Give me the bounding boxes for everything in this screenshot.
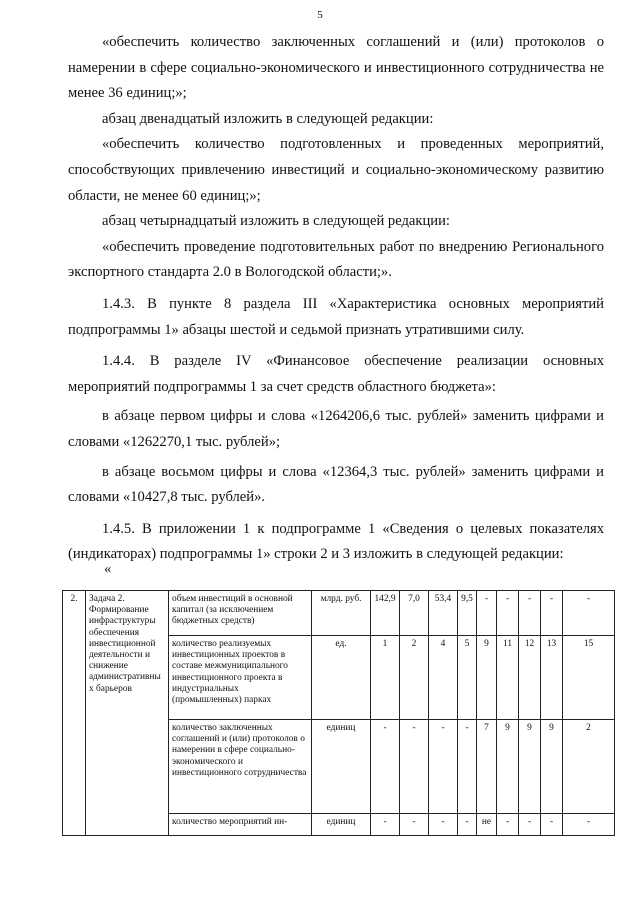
paragraph: «обеспечить проведение подготовительных работ по внедрению Регионального экспортного стандарта 2.0 в Вологодской области;». bbox=[68, 238, 604, 281]
paragraph: «обеспечить количество подготовленных и проведенных мероприятий, способствующих привлечению инвестиций и социально-экономическому развитию области, не менее 60 единиц;»; bbox=[68, 136, 604, 204]
value-cell: - bbox=[400, 720, 429, 814]
value-cell: - bbox=[400, 814, 429, 836]
paragraph: абзац двенадцатый изложить в следующей редакции: bbox=[102, 110, 434, 127]
value-cell: 7 bbox=[477, 720, 497, 814]
value-cell: - bbox=[371, 720, 400, 814]
value-cell: 9,5 bbox=[458, 591, 477, 636]
paragraph: абзац четырнадцатый изложить в следующей редакции: bbox=[102, 213, 450, 230]
unit-cell: ед. bbox=[312, 636, 371, 720]
value-cell: 11 bbox=[497, 636, 519, 720]
value-cell: - bbox=[563, 814, 615, 836]
paragraph: «обеспечить количество заключенных соглашений и (или) протоколов о намерении в сфере социально-экономического и инвестиционного сотрудничества не менее 36 единиц;»; bbox=[68, 34, 604, 102]
document-body bbox=[68, 30, 604, 568]
indicators-table bbox=[62, 590, 615, 836]
value-cell: - bbox=[563, 591, 615, 636]
value-cell: 1 bbox=[371, 636, 400, 720]
value-cell: 9 bbox=[519, 720, 541, 814]
paragraph: в абзаце первом цифры и слова «1264206,6 тыс. рублей» заменить цифрами и словами «1262270,1 тыс. рублей»; bbox=[68, 408, 604, 450]
page-number: 5 bbox=[317, 9, 323, 21]
value-cell: - bbox=[497, 591, 519, 636]
value-cell: 7,0 bbox=[400, 591, 429, 636]
paragraph: 1.4.5. В приложении 1 к подпрограмме 1 «Сведения о целевых показателях (индикаторах) подпрограммы 1» строки 2 и 3 изложить в следующей редакции: bbox=[68, 520, 604, 563]
indicator-cell: количество мероприятий ин- bbox=[169, 814, 312, 836]
unit-cell: единиц bbox=[312, 814, 371, 836]
value-cell: 142,9 bbox=[371, 591, 400, 636]
row-number: 2. bbox=[63, 591, 86, 836]
value-cell: 12 bbox=[519, 636, 541, 720]
value-cell: 2 bbox=[400, 636, 429, 720]
value-cell: 9 bbox=[477, 636, 497, 720]
value-cell: - bbox=[371, 814, 400, 836]
value-cell: - bbox=[541, 814, 563, 836]
value-cell: 13 bbox=[541, 636, 563, 720]
value-cell: - bbox=[477, 591, 497, 636]
unit-cell: млрд. руб. bbox=[312, 591, 371, 636]
value-cell: не bbox=[477, 814, 497, 836]
value-cell: 4 bbox=[429, 636, 458, 720]
paragraph: 1.4.4. В разделе IV «Финансовое обеспечение реализации основных мероприятий подпрограммы 1 за счет средств областного бюджета»: bbox=[68, 353, 604, 395]
indicator-cell: количество заключенных соглашений и (или) протоколов о намерении в сфере социально-экономического и инвестиционного сотрудничества bbox=[169, 720, 312, 814]
paragraph: 1.4.3. В пункте 8 раздела III «Характеристика основных мероприятий подпрограммы 1» абзацы шестой и седьмой признать утратившими силу. bbox=[68, 295, 604, 338]
value-cell: 9 bbox=[497, 720, 519, 814]
unit-cell: единиц bbox=[312, 720, 371, 814]
indicator-cell: количество реализуемых инвестиционных проектов в составе межмуниципального инвестиционного проекта в индустриальных (промышленных) парках bbox=[169, 636, 312, 720]
value-cell: - bbox=[519, 591, 541, 636]
opening-quote: « bbox=[104, 561, 112, 577]
table-row bbox=[63, 591, 615, 636]
value-cell: - bbox=[458, 814, 477, 836]
value-cell: - bbox=[519, 814, 541, 836]
value-cell: 5 bbox=[458, 636, 477, 720]
task-cell: Задача 2. Формирование инфраструктуры обеспечения инвестиционной деятельности и снижение административных барьеров bbox=[86, 591, 169, 836]
indicator-cell: объем инвестиций в основной капитал (за исключением бюджетных средств) bbox=[169, 591, 312, 636]
value-cell: 15 bbox=[563, 636, 615, 720]
value-cell: 9 bbox=[541, 720, 563, 814]
value-cell: - bbox=[458, 720, 477, 814]
value-cell: - bbox=[429, 814, 458, 836]
value-cell: - bbox=[541, 591, 563, 636]
value-cell: 2 bbox=[563, 720, 615, 814]
value-cell: 53,4 bbox=[429, 591, 458, 636]
value-cell: - bbox=[429, 720, 458, 814]
value-cell: - bbox=[497, 814, 519, 836]
paragraph: в абзаце восьмом цифры и слова «12364,3 тыс. рублей» заменить цифрами и словами «10427,8 тыс. рублей». bbox=[68, 463, 604, 506]
